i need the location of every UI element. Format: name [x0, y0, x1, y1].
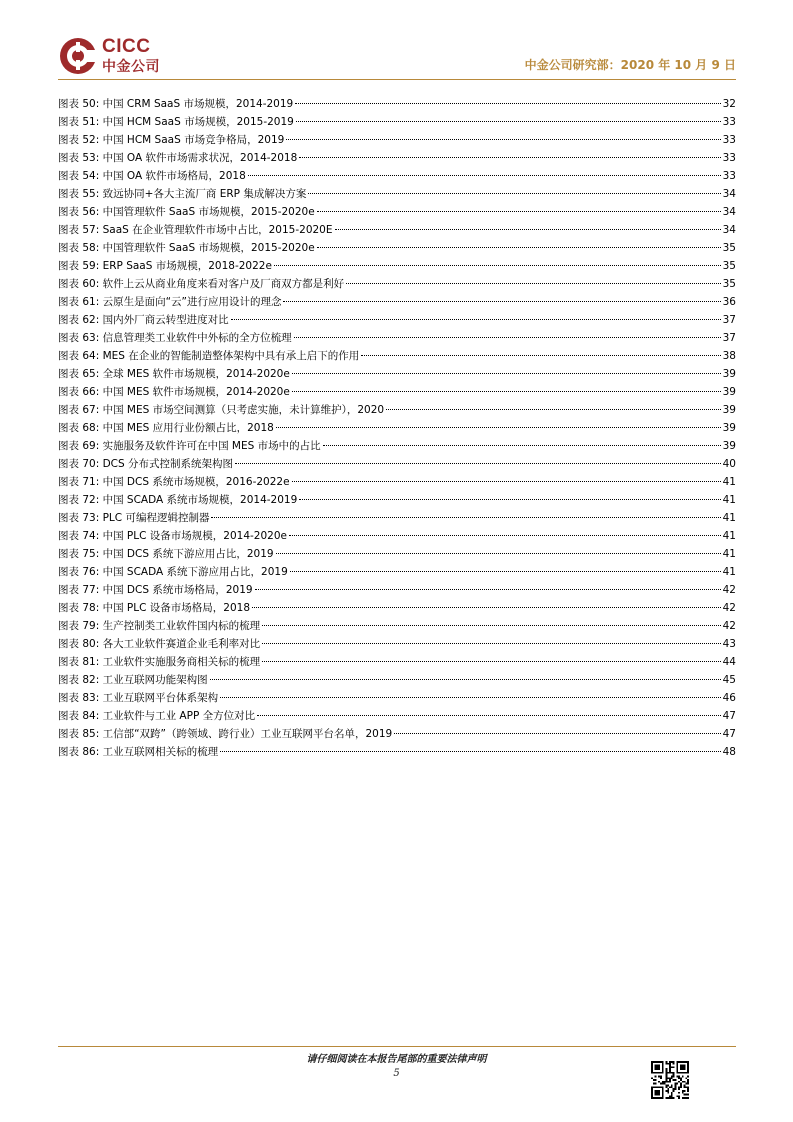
toc-entry-page: 41: [722, 494, 736, 506]
toc-entry[interactable]: [58, 131, 736, 149]
toc-entry-page: 39: [722, 368, 736, 380]
toc-entry[interactable]: [58, 725, 736, 743]
toc-entry[interactable]: [58, 707, 736, 725]
toc-entry-title: [58, 167, 246, 185]
toc-entry[interactable]: [58, 239, 736, 257]
toc-entry-page: 34: [722, 188, 736, 200]
toc-entry-text: 中国 CRM SaaS 市场规模，2014-2019: [102, 98, 294, 110]
toc-leader-dots: [295, 103, 720, 104]
toc-entry-text: 工信部“双跨”（跨领域、跨行业）工业互联网平台名单，2019: [102, 728, 393, 740]
toc-entry-page: 41: [722, 548, 736, 560]
toc-entry-title: [58, 203, 315, 221]
toc-entry-label: 图表 57:: [58, 224, 100, 236]
toc-entry[interactable]: [58, 311, 736, 329]
toc-entry[interactable]: [58, 599, 736, 617]
toc-entry-title: [58, 113, 294, 131]
toc-entry-label: 图表 83:: [58, 692, 100, 704]
toc-leader-dots: [289, 535, 721, 536]
toc-entry-label: 图表 62:: [58, 314, 100, 326]
toc-entry-page: 33: [722, 170, 736, 182]
cicc-logo: [58, 34, 168, 78]
toc-entry-page: 33: [722, 152, 736, 164]
toc-entry-page: 33: [722, 134, 736, 146]
toc-entry-label: 图表 51:: [58, 116, 100, 128]
toc-entry-page: 42: [722, 584, 736, 596]
toc-entry-page: 35: [722, 260, 736, 272]
toc-entry-label: 图表 75:: [58, 548, 100, 560]
toc-entry-title: [58, 635, 260, 653]
toc-entry-title: [58, 131, 284, 149]
toc-leader-dots: [299, 157, 720, 158]
toc-entry-text: 中国 DCS 系统下游应用占比，2019: [102, 548, 274, 560]
toc-entry[interactable]: [58, 509, 736, 527]
toc-entry-label: 图表 84:: [58, 710, 100, 722]
toc-entry-label: 图表 64:: [58, 350, 100, 362]
toc-entry-text: 中国 PLC 设备市场规模，2014-2020e: [102, 530, 287, 542]
toc-entry-title: [58, 599, 250, 617]
toc-entry-text: 工业软件实施服务商相关标的梳理: [102, 656, 261, 668]
toc-entry[interactable]: [58, 455, 736, 473]
toc-entry-text: 中国 SCADA 系统下游应用占比，2019: [102, 566, 288, 578]
toc-leader-dots: [317, 211, 721, 212]
toc-entry-page: 39: [722, 422, 736, 434]
toc-entry-page: 47: [722, 728, 736, 740]
footer-divider: [58, 1046, 736, 1047]
toc-entry-title: [58, 545, 274, 563]
toc-entry-page: 38: [722, 350, 736, 362]
toc-entry-page: 35: [722, 242, 736, 254]
toc-entry[interactable]: [58, 743, 736, 761]
toc-leader-dots: [252, 607, 721, 608]
toc-entry-text: 中国管理软件 SaaS 市场规模，2015-2020e: [102, 206, 315, 218]
report-date-line: 中金公司研究部：2020 年 10 月 9 日: [524, 58, 736, 72]
toc-leader-dots: [262, 661, 721, 662]
toc-entry-title: [58, 365, 290, 383]
toc-entry[interactable]: [58, 401, 736, 419]
toc-entry[interactable]: [58, 653, 736, 671]
toc-entry-text: 中国 HCM SaaS 市场竞争格局，2019: [102, 134, 285, 146]
toc-entry-page: 43: [722, 638, 736, 650]
toc-entry-label: 图表 54:: [58, 170, 100, 182]
toc-entry-page: 40: [722, 458, 736, 470]
toc-entry-label: 图表 76:: [58, 566, 100, 578]
toc-entry-label: 图表 74:: [58, 530, 100, 542]
toc-entry-page: 46: [722, 692, 736, 704]
toc-entry[interactable]: [58, 185, 736, 203]
toc-entry-text: 中国 PLC 设备市场格局，2018: [102, 602, 251, 614]
toc-entry-page: 42: [722, 602, 736, 614]
toc-entry-page: 42: [722, 620, 736, 632]
toc-leader-dots: [361, 355, 720, 356]
toc-entry-label: 图表 85:: [58, 728, 100, 740]
toc-entry[interactable]: [58, 671, 736, 689]
toc-entry-title: [58, 581, 253, 599]
toc-entry-title: [58, 293, 281, 311]
toc-entry-page: 37: [722, 314, 736, 326]
page-header: [58, 34, 736, 78]
toc-entry-title: [58, 401, 384, 419]
toc-entry[interactable]: [58, 347, 736, 365]
toc-entry-text: 生产控制类工业软件国内标的梳理: [102, 620, 261, 632]
toc-entry[interactable]: [58, 149, 736, 167]
toc-leader-dots: [292, 373, 721, 374]
toc-entry-text: 工业互联网功能架构图: [102, 674, 208, 686]
toc-entry-page: 41: [722, 566, 736, 578]
toc-entry-title: [58, 437, 321, 455]
toc-leader-dots: [294, 337, 721, 338]
toc-entry[interactable]: [58, 365, 736, 383]
toc-entry-label: 图表 70:: [58, 458, 100, 470]
toc-leader-dots: [262, 643, 721, 644]
toc-entry-text: 中国 DCS 系统市场规模，2016-2022e: [102, 476, 290, 488]
toc-leader-dots: [211, 517, 720, 518]
toc-entry-title: [58, 95, 293, 113]
toc-entry-label: 图表 55:: [58, 188, 100, 200]
toc-entry-label: 图表 77:: [58, 584, 100, 596]
toc-entry-text: 各大工业软件赛道企业毛利率对比: [102, 638, 261, 650]
toc-entry-title: [58, 617, 260, 635]
toc-entry-page: 32: [722, 98, 736, 110]
toc-entry[interactable]: [58, 113, 736, 131]
toc-entry-label: 图表 58:: [58, 242, 100, 254]
toc-entry-text: 中国 OA 软件市场格局，2018: [102, 170, 246, 182]
toc-leader-dots: [296, 121, 721, 122]
toc-entry-title: [58, 563, 288, 581]
toc-entry-page: 48: [722, 746, 736, 758]
toc-entry-text: ERP SaaS 市场规模，2018-2022e: [102, 260, 272, 272]
toc-leader-dots: [220, 751, 721, 752]
page-number: 5: [393, 1068, 400, 1079]
toc-entry[interactable]: [58, 257, 736, 275]
toc-entry-label: 图表 69:: [58, 440, 100, 452]
toc-leader-dots: [210, 679, 721, 680]
toc-entry[interactable]: [58, 689, 736, 707]
toc-entry-label: 图表 73:: [58, 512, 100, 524]
toc-entry-text: DCS 分布式控制系统架构图: [102, 458, 234, 470]
toc-entry-text: SaaS 在企业管理软件市场中占比，2015-2020E: [102, 224, 333, 236]
toc-entry[interactable]: [58, 275, 736, 293]
toc-entry[interactable]: [58, 491, 736, 509]
toc-entry-label: 图表 59:: [58, 260, 100, 272]
toc-entry[interactable]: [58, 383, 736, 401]
toc-leader-dots: [394, 733, 720, 734]
toc-entry-page: 34: [722, 224, 736, 236]
toc-entry[interactable]: [58, 437, 736, 455]
toc-entry-title: [58, 455, 233, 473]
toc-entry-page: 41: [722, 512, 736, 524]
toc-entry-label: 图表 71:: [58, 476, 100, 488]
toc-entry-label: 图表 52:: [58, 134, 100, 146]
toc-entry-text: 工业互联网平台体系架构: [102, 692, 219, 704]
cicc-logo-icon: [58, 36, 98, 76]
toc-entry-page: 45: [722, 674, 736, 686]
toc-leader-dots: [346, 283, 721, 284]
toc-entry-title: [58, 329, 292, 347]
toc-entry-label: 图表 81:: [58, 656, 100, 668]
toc-entry-title: [58, 725, 392, 743]
toc-entry[interactable]: [58, 203, 736, 221]
toc-entry-text: 软件上云从商业角度来看对客户及厂商双方都是利好: [102, 278, 345, 290]
toc-leader-dots: [257, 715, 721, 716]
toc-entry-title: [58, 275, 344, 293]
toc-entry-title: [58, 653, 260, 671]
toc-entry-text: 中国 MES 应用行业份额占比，2018: [102, 422, 274, 434]
toc-entry-page: 36: [722, 296, 736, 308]
toc-entry[interactable]: [58, 563, 736, 581]
toc-entry[interactable]: [58, 167, 736, 185]
toc-leader-dots: [290, 571, 721, 572]
toc-leader-dots: [231, 319, 721, 320]
toc-entry-title: [58, 347, 359, 365]
toc-entry[interactable]: [58, 545, 736, 563]
toc-leader-dots: [274, 265, 721, 266]
toc-entry-text: 致远协同+各大主流厂商 ERP 集成解决方案: [102, 188, 307, 200]
toc-entry-title: [58, 185, 306, 203]
toc-entry-label: 图表 68:: [58, 422, 100, 434]
toc-leader-dots: [276, 553, 721, 554]
toc-entry-label: 图表 86:: [58, 746, 100, 758]
toc-entry-text: 中国 HCM SaaS 市场规模，2015-2019: [102, 116, 294, 128]
logo-text: CICC: [102, 36, 151, 57]
toc-entry-label: 图表 60:: [58, 278, 100, 290]
toc-entry-label: 图表 53:: [58, 152, 100, 164]
toc-entry-text: 中国 MES 市场空间测算（只考虑实施，未计算维护），2020: [102, 404, 385, 416]
toc-entry-page: 35: [722, 278, 736, 290]
toc-entry-label: 图表 50:: [58, 98, 100, 110]
toc-entry[interactable]: [58, 221, 736, 239]
toc-leader-dots: [248, 175, 721, 176]
toc-entry[interactable]: [58, 95, 736, 113]
toc-entry-text: 云原生是面向“云”进行应用设计的理念: [102, 296, 282, 308]
toc-entry[interactable]: [58, 527, 736, 545]
toc-entry-page: 47: [722, 710, 736, 722]
toc-entry-text: 中国 DCS 系统市场格局，2019: [102, 584, 253, 596]
toc-entry-text: MES 在企业的智能制造整体架构中具有承上启下的作用: [102, 350, 360, 362]
toc-leader-dots: [255, 589, 721, 590]
toc-entry-page: 41: [722, 476, 736, 488]
header-divider: [58, 79, 736, 80]
logo-cn-text: 中金公司: [102, 59, 160, 75]
toc-entry-text: 工业互联网相关标的梳理: [102, 746, 219, 758]
toc-entry-title: [58, 149, 297, 167]
toc-entry-page: 39: [722, 440, 736, 452]
toc-entry-label: 图表 65:: [58, 368, 100, 380]
toc-entry-title: [58, 671, 208, 689]
toc-entry[interactable]: [58, 635, 736, 653]
figure-list: [58, 95, 736, 761]
toc-leader-dots: [335, 229, 721, 230]
toc-leader-dots: [386, 409, 721, 410]
toc-entry-text: 全球 MES 软件市场规模，2014-2020e: [102, 368, 290, 380]
legal-notice: 请仔细阅读在本报告尾部的重要法律声明: [306, 1054, 487, 1065]
toc-entry-text: 中国 MES 软件市场规模，2014-2020e: [102, 386, 290, 398]
toc-entry-title: [58, 509, 209, 527]
toc-entry-title: [58, 491, 297, 509]
toc-entry-text: 国内外厂商云转型进度对比: [102, 314, 229, 326]
toc-leader-dots: [235, 463, 721, 464]
toc-entry-page: 44: [722, 656, 736, 668]
toc-leader-dots: [276, 427, 721, 428]
toc-entry-label: 图表 80:: [58, 638, 100, 650]
qr-code-icon: [651, 1061, 689, 1099]
toc-entry-label: 图表 82:: [58, 674, 100, 686]
toc-entry-label: 图表 78:: [58, 602, 100, 614]
toc-leader-dots: [308, 193, 720, 194]
toc-entry-text: 中国 OA 软件市场需求状况，2014-2018: [102, 152, 298, 164]
toc-leader-dots: [283, 301, 720, 302]
toc-entry-page: 33: [722, 116, 736, 128]
toc-leader-dots: [323, 445, 721, 446]
toc-entry[interactable]: [58, 473, 736, 491]
toc-entry-title: [58, 707, 255, 725]
toc-entry-title: [58, 257, 272, 275]
toc-leader-dots: [292, 391, 721, 392]
toc-entry-title: [58, 311, 229, 329]
toc-entry[interactable]: [58, 581, 736, 599]
toc-entry-text: PLC 可编程逻辑控制器: [102, 512, 210, 524]
toc-entry[interactable]: [58, 293, 736, 311]
toc-leader-dots: [299, 499, 720, 500]
toc-entry-title: [58, 383, 290, 401]
toc-entry[interactable]: [58, 617, 736, 635]
toc-entry-label: 图表 72:: [58, 494, 100, 506]
toc-leader-dots: [262, 625, 721, 626]
toc-leader-dots: [292, 481, 721, 482]
toc-leader-dots: [317, 247, 721, 248]
toc-entry-page: 41: [722, 530, 736, 542]
toc-entry-text: 中国管理软件 SaaS 市场规模，2015-2020e: [102, 242, 315, 254]
toc-leader-dots: [286, 139, 720, 140]
toc-entry-label: 图表 61:: [58, 296, 100, 308]
toc-entry[interactable]: [58, 329, 736, 347]
toc-entry-page: 34: [722, 206, 736, 218]
toc-entry-label: 图表 67:: [58, 404, 100, 416]
toc-entry-title: [58, 743, 218, 761]
toc-entry-title: [58, 689, 218, 707]
toc-entry-page: 37: [722, 332, 736, 344]
toc-entry-label: 图表 63:: [58, 332, 100, 344]
toc-entry-page: 39: [722, 386, 736, 398]
toc-leader-dots: [220, 697, 721, 698]
toc-entry-label: 图表 56:: [58, 206, 100, 218]
toc-entry-label: 图表 79:: [58, 620, 100, 632]
toc-entry-title: [58, 473, 290, 491]
toc-entry-page: 39: [722, 404, 736, 416]
toc-entry-text: 中国 SCADA 系统市场规模，2014-2019: [102, 494, 298, 506]
toc-entry[interactable]: [58, 419, 736, 437]
toc-entry-text: 工业软件与工业 APP 全方位对比: [102, 710, 256, 722]
toc-entry-text: 实施服务及软件许可在中国 MES 市场中的占比: [102, 440, 321, 452]
toc-entry-label: 图表 66:: [58, 386, 100, 398]
toc-entry-title: [58, 221, 333, 239]
toc-entry-text: 信息管理类工业软件中外标的全方位梳理: [102, 332, 292, 344]
toc-entry-title: [58, 239, 315, 257]
toc-entry-title: [58, 527, 287, 545]
toc-entry-title: [58, 419, 274, 437]
